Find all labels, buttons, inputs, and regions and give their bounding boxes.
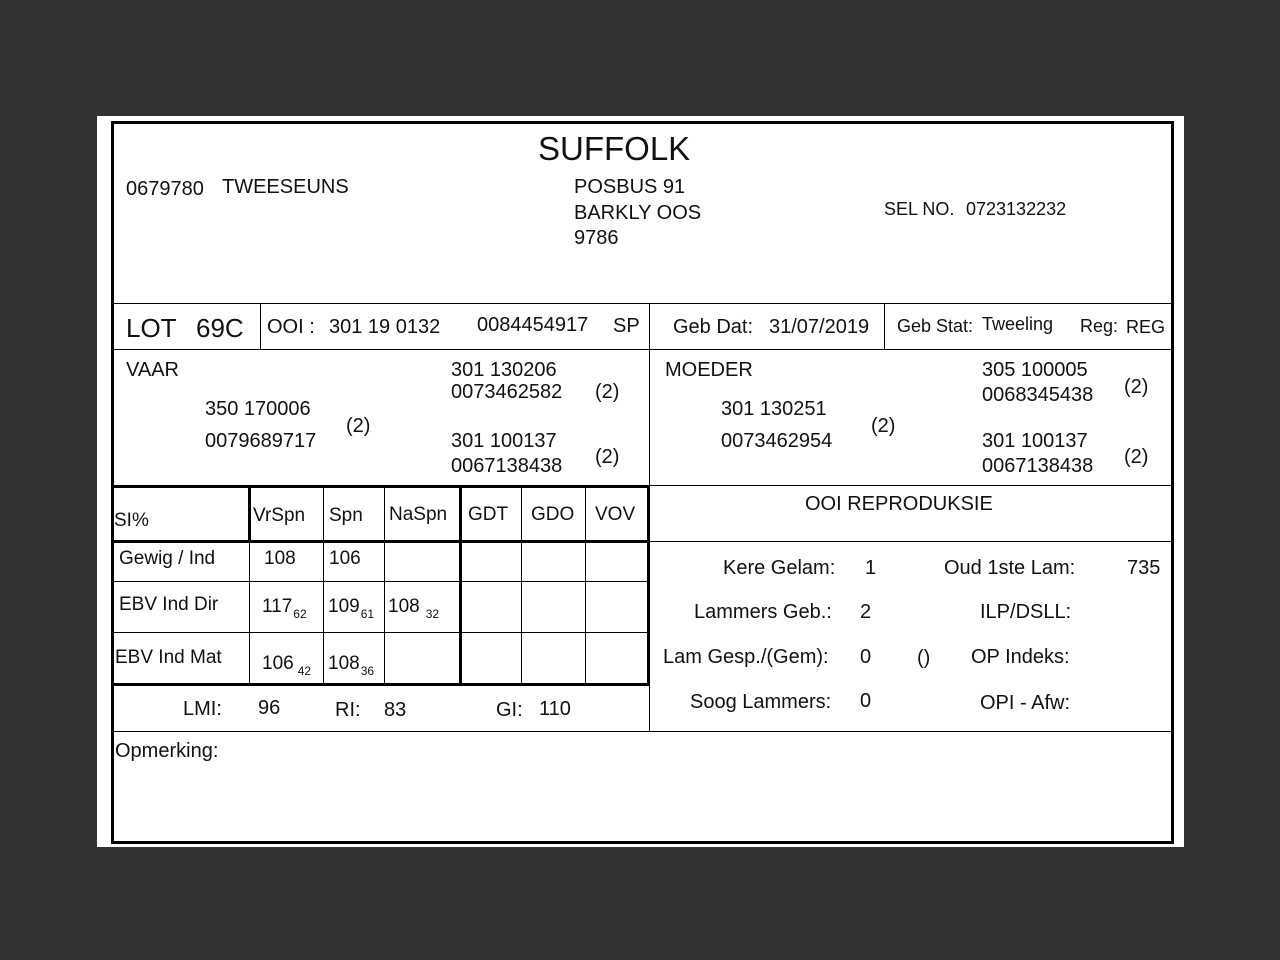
vaar-grade: (2)	[346, 415, 371, 437]
vaar-sire-grade: (2)	[595, 381, 620, 403]
moeder-number: 0073462954	[721, 430, 833, 452]
si-header-gdt: GDT	[468, 504, 509, 525]
lot-label: LOT	[126, 313, 177, 343]
lam-gesp-label: Lam Gesp./(Gem):	[663, 646, 829, 668]
address-line-2: BARKLY OOS	[574, 202, 702, 224]
si-col-line-5	[585, 487, 586, 684]
si-gewig-vrspn: 108	[264, 548, 296, 569]
moeder-dam-id: 301 100137	[982, 430, 1088, 452]
si-header-spn: Spn	[329, 505, 363, 526]
breeder-name: TWEESEUNS	[222, 176, 349, 198]
si-col-line-1	[323, 487, 324, 684]
lmi-label: LMI:	[183, 698, 222, 720]
kere-gelam-label: Kere Gelam:	[723, 557, 836, 579]
ooi-id: 301 19 0132	[329, 316, 441, 338]
geb-dat-label: Geb Dat:	[673, 316, 754, 338]
address-line-3: 9786	[574, 227, 619, 249]
gi-value: 110	[539, 698, 571, 720]
vaar-sire-number: 0073462582	[451, 381, 563, 403]
moeder-sire-number: 0068345438	[982, 384, 1094, 406]
moeder-dam-grade: (2)	[1124, 446, 1149, 468]
ri-value: 83	[384, 699, 407, 721]
si-row-label-ebv-mat: EBV Ind Mat	[115, 647, 222, 668]
moeder-sire-grade: (2)	[1124, 376, 1149, 398]
vaar-dam-number: 0067138438	[451, 455, 563, 477]
lammers-geb-label: Lammers Geb.:	[694, 601, 832, 623]
si-ebv-dir-spn: $109_{61}$	[328, 596, 375, 621]
cell-label: SEL NO.	[884, 199, 955, 219]
si-ebv-mat-spn: $108_{36}$	[328, 653, 375, 678]
soog-lammers-label: Soog Lammers:	[690, 691, 832, 713]
si-table-bottom	[113, 683, 650, 686]
breeder-number: 0679780	[126, 178, 204, 200]
si-header-naspn: NaSpn	[389, 504, 448, 525]
si-header-bottom	[113, 540, 650, 543]
divider-remarks	[113, 731, 1173, 732]
si-corner-right	[248, 485, 251, 541]
si-label-line	[249, 541, 250, 684]
vaar-dam-id: 301 100137	[451, 430, 557, 452]
vaar-number: 0079689717	[205, 430, 317, 452]
si-col-line-4	[521, 487, 522, 684]
kere-gelam-value: 1	[865, 557, 877, 579]
gi-label: GI:	[496, 699, 523, 721]
opi-afw-label: OPI - Afw:	[980, 692, 1071, 714]
ooi-label: OOI :	[267, 316, 315, 338]
oud-1ste-lam-label: Oud 1ste Lam:	[944, 557, 1076, 579]
geb-stat-value: Tweeling	[982, 314, 1054, 334]
reg-label: Reg:	[1080, 316, 1119, 336]
card-frame	[111, 121, 1174, 844]
address-line-1: POSBUS 91	[574, 176, 686, 198]
geb-dat-value: 31/07/2019	[769, 316, 870, 338]
lam-gesp-value: 0	[860, 646, 872, 668]
si-table-right	[647, 485, 650, 685]
geb-stat-label: Geb Stat:	[897, 316, 974, 336]
si-ebv-dir-naspn: 108 $_{32}$	[388, 596, 440, 621]
si-col-line-2	[384, 487, 385, 684]
moeder-grade: (2)	[871, 415, 896, 437]
ooi-number: 0084454917	[477, 314, 589, 336]
ri-label: RI:	[335, 699, 361, 721]
moeder-sire-id: 305 100005	[982, 359, 1088, 381]
vaar-id: 350 170006	[205, 398, 311, 420]
divider-repro-title	[649, 541, 1173, 542]
moeder-dam-number: 0067138438	[982, 455, 1094, 477]
lmi-value: 96	[258, 697, 281, 719]
si-row-label-gewig: Gewig / Ind	[119, 548, 216, 569]
si-header-gdo: GDO	[531, 504, 575, 525]
oud-1ste-lam-value: 735	[1127, 557, 1161, 579]
reg-value: REG	[1126, 317, 1166, 337]
si-col-line-3	[459, 487, 462, 684]
moeder-id: 301 130251	[721, 398, 827, 420]
vaar-label: VAAR	[126, 359, 179, 381]
breed-title: SUFFOLK	[538, 130, 691, 167]
divider-lot-ooi	[260, 303, 261, 350]
vaar-dam-grade: (2)	[595, 446, 620, 468]
divider-header	[113, 303, 1173, 304]
si-row-line-2	[113, 632, 648, 633]
ooi-suffix: SP	[613, 315, 640, 337]
divider-gebstat	[884, 303, 885, 350]
lam-gem-value: ()	[917, 647, 931, 669]
moeder-label: MOEDER	[665, 359, 753, 381]
si-row-label-ebv-dir: EBV Ind Dir	[119, 594, 219, 615]
remarks-label: Opmerking:	[115, 740, 219, 762]
si-header-vov: VOV	[595, 504, 636, 525]
si-header-vrspn: VrSpn	[253, 505, 306, 526]
op-indeks-label: OP Indeks:	[971, 646, 1070, 668]
ilp-dsll-label: ILP/DSLL:	[980, 601, 1072, 623]
cell-number: 0723132232	[966, 199, 1067, 219]
vaar-sire-id: 301 130206	[451, 359, 557, 381]
repro-title: OOI REPRODUKSIE	[805, 493, 993, 515]
si-row-line-1	[113, 581, 648, 582]
si-gewig-spn: 106	[329, 548, 361, 569]
si-ebv-mat-vrspn: 106 $_{42}$	[262, 653, 312, 678]
si-corner-label: SI%	[114, 510, 149, 531]
si-table-top	[113, 485, 650, 488]
lammers-geb-value: 2	[860, 601, 872, 623]
si-ebv-dir-vrspn: $117_{62}$	[262, 596, 307, 621]
divider-pedigree-right	[649, 485, 1173, 486]
lot-number: 69C	[196, 313, 244, 343]
soog-lammers-value: 0	[860, 690, 872, 712]
divider-lot	[113, 349, 1173, 350]
